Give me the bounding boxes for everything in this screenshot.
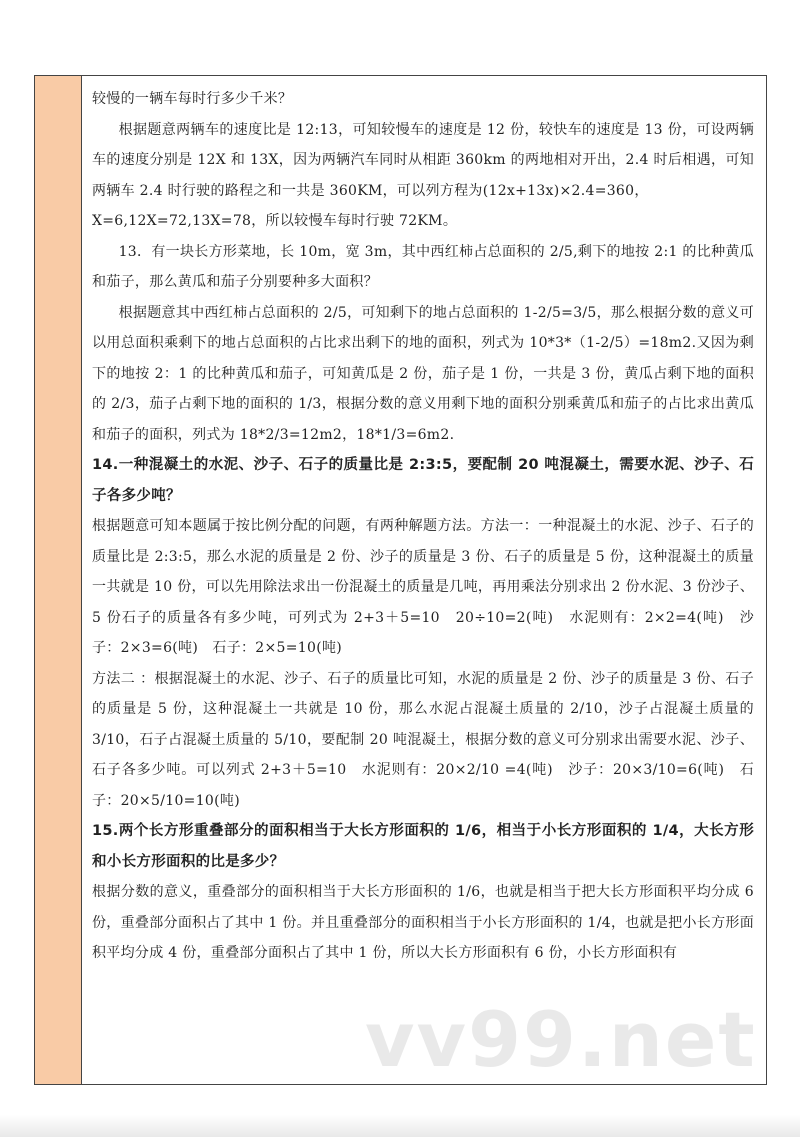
watermark: vv99.net <box>365 995 757 1084</box>
content-cell <box>82 76 766 1084</box>
question-15: 15.两个长方形重叠部分的面积相当于大长方形面积的 1/6，相当于小长方形面积的 1/4，大长方形和小长方形面积的比是多少？ <box>92 823 754 870</box>
page-bottom-shadow <box>0 1115 800 1137</box>
paragraph: X=6,12X=72,13X=78，所以较慢车每时行驶 72KM。 <box>92 213 458 229</box>
paragraph: 较慢的一辆车每时行多少千米？ <box>92 91 293 107</box>
paragraph: 方法二 ：根据混凝土的水泥、沙子、石子的质量比可知，水泥的质量是 2 份、沙子的质量是 3 份、石子的质量是 5 份，这种混凝土一共就是 10 份，那么水泥占混凝土质量的 2/10，沙子占混凝土质量的 3/10，石子占混凝土质量的 5/10，要配制 20 吨混凝土，根据分数的意义可分别求出需要水泥、沙子、石子各多少吨。可以列式 2+3＋5=10 水泥则有：20×2/10 =4(吨) 沙子：20×3/10=6(吨) 石子：20×5/10=10(吨) <box>92 670 754 809</box>
paragraph: 根据题意其中西红柿占总面积的 2/5，可知剩下的地占总面积的 1-2/5=3/5，那么根据分数的意义可以用总面积乘剩下的地占总面积的占比求出剩下的地的面积，列式为 10*3*（1-2/5）=18m2.又因为剩下的地按 2：1 的比种黄瓜和茄子，可知黄瓜是 2 份，茄子是 1 份，一共是 3 份，黄瓜占剩下地的面积的 2/3，茄子占剩下地的面积的 1/3，根据分数的意义用剩下地的面积分别乘黄瓜和茄子的占比求出黄瓜和茄子的面积，列式为 18*2/3=12m2，18*1/3=6m2. <box>92 304 754 443</box>
question-14: 14.一种混凝土的水泥、沙子、石子的质量比是 2:3:5，要配制 20 吨混凝土，需要水泥、沙子、石子各多少吨？ <box>92 457 754 504</box>
paragraph: 根据分数的意义，重叠部分的面积相当于大长方形面积的 1/6，也就是相当于把大长方形面积平均分成 6 份，重叠部分面积占了其中 1 份。并且重叠部分的面积相当于小长方形面积的 1/4，也就是把小长方形面积平均分成 4 份，重叠部分面积占了其中 1 份，所以大长方形面积有 6 份，小长方形面积有 <box>92 884 754 961</box>
side-color-cell <box>35 76 82 1084</box>
question-13: 13．有一块长方形菜地，长 10m，宽 3m，其中西红柿占总面积的 2/5,剩下的地按 2:1 的比种黄瓜和茄子，那么黄瓜和茄子分别要种多大面积？ <box>92 243 754 290</box>
paragraph: 根据题意两辆车的速度比是 12:13，可知较慢车的速度是 12 份，较快车的速度是 13 份，可设两辆车的速度分别是 12X 和 13X，因为两辆汽车同时从相距 360km 的两地相对开出，2.4 时后相遇，可知两辆车 2.4 时行驶的路程之和一共是 360KM，可以列方程为(12x+13x)×2.4=360， <box>92 121 754 199</box>
paragraph: 根据题意可知本题属于按比例分配的问题，有两种解题方法。方法一：一种混凝土的水泥、沙子、石子的质量比是 2:3:5，那么水泥的质量是 2 份、沙子的质量是 3 份、石子的质量是 5 份，这种混凝土的质量一共就是 10 份，可以先用除法求出一份混凝土的质量是几吨，再用乘法分别求出 2 份水泥、3 份沙子、5 份石子的质量各有多少吨，可列式为 2+3＋5=10 20÷10=2(吨) 水泥则有：2×2=4(吨) 沙子：2×3=6(吨) 石子：2×5=10(吨) <box>92 518 754 656</box>
document-table <box>34 75 767 1085</box>
